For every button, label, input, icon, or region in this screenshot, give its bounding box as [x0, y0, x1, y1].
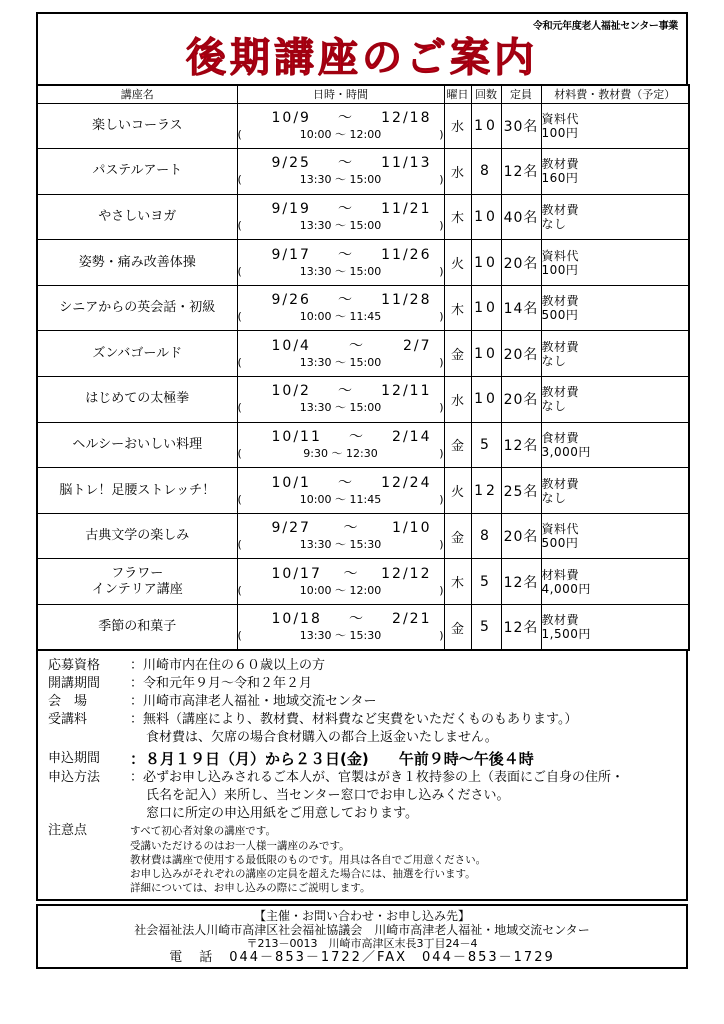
paren-open: ( [237, 173, 242, 187]
start-date: 10/11 [271, 428, 322, 445]
date-range [238, 337, 444, 355]
course-name-text: はじめての太極拳 [85, 391, 190, 407]
period-label: 開講期間 [48, 676, 101, 692]
date-range [238, 519, 444, 537]
course-fee [541, 194, 689, 240]
time-range [238, 492, 444, 508]
course-day: 金 [444, 513, 471, 559]
course-datetime [237, 377, 444, 423]
fee-value: ：無料（講座により、教材費、材料費など実費をいただくものもあります。） [130, 712, 578, 728]
fee-type: 食材費 [541, 430, 580, 445]
fee-amount: なし [541, 216, 567, 231]
fee-amount: 100円 [541, 125, 579, 140]
info-box [36, 651, 688, 901]
course-day: 水 [444, 103, 471, 149]
time-range [238, 446, 444, 462]
note-item: 教材費は講座で使用する最低限のものです。用具は各自でご用意ください。 [130, 854, 487, 867]
range-tilde: ～ [343, 520, 360, 537]
eligibility-label: 応募資格 [48, 658, 101, 674]
fee-amount: 160円 [541, 171, 579, 186]
paren-close: ) [439, 355, 444, 369]
time-value: 13:30 ～ 15:00 [299, 173, 382, 187]
notes-row [48, 823, 680, 839]
course-name [37, 331, 237, 377]
paren-close: ) [439, 264, 444, 278]
fee-label: 受講料 [48, 712, 88, 728]
time-value: 10:00 ～ 11:45 [299, 492, 382, 506]
fee-type: 資料代 [541, 111, 580, 126]
course-body [37, 103, 689, 650]
course-name [37, 513, 237, 559]
course-name [37, 468, 237, 514]
method-row [48, 769, 680, 787]
course-name-text: 脳トレ！足腰ストレッチ！ [59, 482, 216, 498]
paren-open: ( [237, 127, 242, 141]
course-capacity: 20名 [501, 513, 541, 559]
course-day: 水 [444, 377, 471, 423]
course-datetime [237, 285, 444, 331]
end-date: 2/21 [392, 611, 432, 628]
start-date: 9/19 [271, 200, 311, 217]
start-date: 9/17 [271, 246, 311, 263]
table-row [37, 194, 689, 240]
footer-phone: 電 話 044－853－1722／FAX 044－853－1729 [169, 950, 555, 966]
course-fee [541, 377, 689, 423]
paren-close: ) [439, 446, 444, 460]
paren-close: ) [439, 127, 444, 141]
course-day: 木 [444, 285, 471, 331]
course-day: 火 [444, 240, 471, 286]
date-range [238, 610, 444, 628]
fee-type: 教材費 [541, 157, 580, 172]
note-item: 詳細については、お申し込みの際にご説明します。 [130, 882, 371, 895]
course-name-text: シニアからの英会話・初級 [59, 300, 216, 316]
course-datetime [237, 605, 444, 651]
header-day: 曜日 [444, 85, 471, 103]
method-value-3: 窓口に所定の申込用紙をご用意しております。 [146, 806, 418, 822]
header-fee: 材料費・教材費（予定） [541, 85, 689, 103]
course-day: 水 [444, 149, 471, 195]
table-row [37, 605, 689, 651]
course-name-text: パステルアート [92, 163, 183, 179]
venue-row [48, 693, 680, 711]
course-fee [541, 513, 689, 559]
eligibility-row [48, 657, 680, 675]
course-day: 木 [444, 559, 471, 605]
course-table [36, 84, 690, 651]
course-capacity: 12名 [501, 422, 541, 468]
apply-row [48, 749, 680, 769]
fee-type: 教材費 [541, 385, 580, 400]
fee-amount: なし [541, 399, 567, 414]
course-name-text: ヘルシーおいしい料理 [72, 436, 203, 452]
paren-open: ( [237, 583, 242, 597]
end-date: 12/24 [381, 474, 432, 491]
paren-open: ( [237, 538, 242, 552]
fee-note: 食材費は、欠席の場合食材購入の都合上返金いたしません。 [146, 730, 498, 746]
start-date: 10/1 [271, 474, 311, 491]
note-item: お申し込みがそれぞれの講座の定員を超えた場合には、抽選を行います。 [130, 868, 476, 881]
paren-close: ) [439, 492, 444, 506]
range-tilde: ～ [338, 246, 355, 263]
period-row [48, 675, 680, 693]
range-tilde: ～ [348, 611, 365, 628]
apply-value: ：８月１９日（月）から２３日(金) 午前９時～午後４時 [130, 750, 534, 769]
course-name [37, 377, 237, 423]
paren-close: ) [439, 401, 444, 415]
course-capacity: 14名 [501, 285, 541, 331]
time-value: 10:00 ～ 11:45 [299, 310, 382, 324]
table-row [37, 331, 689, 377]
end-date: 12/12 [381, 565, 432, 582]
fee-amount: 500円 [541, 536, 579, 551]
time-range [238, 583, 444, 599]
course-fee [541, 559, 689, 605]
start-date: 10/18 [271, 611, 322, 628]
course-name-text: 古典文学の楽しみ [85, 528, 190, 544]
paren-open: ( [237, 401, 242, 415]
start-date: 9/25 [271, 155, 311, 172]
course-datetime [237, 103, 444, 149]
flyer-sheet [36, 12, 688, 969]
time-range [238, 355, 444, 371]
method-label: 申込方法 [48, 770, 101, 786]
paren-open: ( [237, 310, 242, 324]
start-date: 9/26 [271, 292, 311, 309]
course-day: 金 [444, 422, 471, 468]
end-date: 11/28 [381, 292, 432, 309]
end-date: 1/10 [392, 520, 432, 537]
apply-label: 申込期間 [48, 751, 101, 767]
fee-type: 教材費 [541, 202, 580, 217]
course-name-text: 季節の和菓子 [98, 619, 177, 635]
course-fee [541, 103, 689, 149]
fee-type: 資料代 [541, 248, 580, 263]
footer-address: 〒213－0013 川崎市高津区末長3丁目24－4 [246, 937, 478, 951]
date-range [238, 428, 444, 446]
footer-organizer: 社会福祉法人川崎市高津区社会福祉協議会 川崎市高津老人福祉・地域交流センター [134, 923, 590, 938]
course-name [37, 422, 237, 468]
notes-label: 注意点 [48, 823, 88, 839]
course-day: 金 [444, 331, 471, 377]
org-line: 令和元年度老人福祉センター事業 [532, 21, 678, 32]
paren-open: ( [237, 355, 242, 369]
course-datetime [237, 331, 444, 377]
date-range [238, 474, 444, 492]
end-date: 11/21 [381, 200, 432, 217]
start-date: 9/27 [271, 520, 311, 537]
course-sessions: 10 [471, 240, 501, 286]
venue-value: ：川崎市高津老人福祉・地域交流センター [130, 694, 377, 710]
time-value: 13:30 ～ 15:00 [299, 264, 382, 278]
table-row [37, 377, 689, 423]
course-name [37, 559, 237, 605]
paren-close: ) [439, 538, 444, 552]
fee-amount: なし [541, 490, 567, 505]
date-range [238, 565, 444, 583]
header-sessions: 回数 [471, 85, 501, 103]
time-value: 10:00 ～ 12:00 [299, 127, 382, 141]
note-item: 受講いただけるのはお一人様一講座のみです。 [130, 840, 350, 853]
end-date: 11/13 [381, 155, 432, 172]
course-fee [541, 285, 689, 331]
course-day: 火 [444, 468, 471, 514]
course-sessions: 10 [471, 331, 501, 377]
course-name-text: ズンバゴールド [92, 345, 183, 361]
course-fee [541, 605, 689, 651]
table-row [37, 149, 689, 195]
time-value: 13:30 ～ 15:30 [299, 538, 382, 552]
time-value: 13:30 ～ 15:00 [299, 401, 382, 415]
course-fee [541, 468, 689, 514]
end-date: 2/14 [392, 428, 432, 445]
course-capacity: 25名 [501, 468, 541, 514]
course-name [37, 194, 237, 240]
end-date: 2/7 [402, 337, 432, 354]
time-range [238, 172, 444, 188]
header-box [36, 12, 688, 84]
time-range [238, 537, 444, 553]
fee-type: 材料費 [541, 567, 580, 582]
table-row [37, 422, 689, 468]
time-range [238, 628, 444, 644]
course-name [37, 240, 237, 286]
course-fee [541, 331, 689, 377]
course-name-text: やさしいヨガ [98, 208, 177, 224]
time-value: 13:30 ～ 15:00 [299, 218, 382, 232]
course-day: 金 [444, 605, 471, 651]
course-sessions: 8 [471, 513, 501, 559]
course-capacity: 12名 [501, 559, 541, 605]
header-course-name: 講座名 [37, 85, 237, 103]
course-capacity: 20名 [501, 377, 541, 423]
paren-close: ) [439, 173, 444, 187]
paren-close: ) [439, 629, 444, 643]
table-row [37, 240, 689, 286]
range-tilde: ～ [338, 109, 355, 126]
date-range [238, 109, 444, 127]
end-date: 12/18 [381, 109, 432, 126]
course-datetime [237, 240, 444, 286]
paren-open: ( [237, 264, 242, 278]
method-value-2: 氏名を記入）来所し、当センター窓口でお申し込みください。 [146, 788, 510, 804]
fee-amount: 100円 [541, 262, 579, 277]
note-item: すべて初心者対象の講座です。 [130, 825, 276, 838]
course-capacity: 30名 [501, 103, 541, 149]
course-sessions: 5 [471, 422, 501, 468]
fee-type: 教材費 [541, 294, 580, 309]
start-date: 10/4 [271, 337, 311, 354]
course-sessions: 10 [471, 377, 501, 423]
date-range [238, 246, 444, 264]
time-value: 13:30 ～ 15:30 [299, 629, 382, 643]
paren-open: ( [237, 218, 242, 232]
course-sessions: 5 [471, 605, 501, 651]
course-sessions: 10 [471, 285, 501, 331]
end-date: 12/11 [381, 383, 432, 400]
fee-amount: 500円 [541, 308, 579, 323]
contact-footer [36, 904, 688, 969]
range-tilde: ～ [338, 383, 355, 400]
time-range [238, 400, 444, 416]
course-datetime [237, 513, 444, 559]
course-day: 木 [444, 194, 471, 240]
notes-list [48, 839, 680, 895]
fee-amount: 3,000円 [541, 444, 591, 459]
range-tilde: ～ [338, 200, 355, 217]
course-capacity: 20名 [501, 240, 541, 286]
eligibility-value: ：川崎市内在住の６０歳以上の方 [130, 658, 326, 674]
fee-row [48, 711, 680, 729]
course-capacity: 12名 [501, 605, 541, 651]
table-row [37, 103, 689, 149]
header-datetime: 日時・時間 [237, 85, 444, 103]
table-row [37, 285, 689, 331]
course-fee [541, 422, 689, 468]
table-row [37, 513, 689, 559]
range-tilde: ～ [348, 428, 365, 445]
course-name-text: フラワー インテリア講座 [91, 565, 183, 597]
course-name-text: 姿勢・痛み改善体操 [78, 254, 196, 270]
fee-amount: 4,000円 [541, 581, 591, 596]
venue-label: 会 場 [48, 694, 88, 710]
fee-type: 教材費 [541, 613, 580, 628]
range-tilde: ～ [338, 474, 355, 491]
course-capacity: 12名 [501, 149, 541, 195]
paren-open: ( [237, 446, 242, 460]
fee-amount: 1,500円 [541, 627, 591, 642]
range-tilde: ～ [338, 155, 355, 172]
range-tilde: ～ [338, 292, 355, 309]
paren-open: ( [237, 492, 242, 506]
course-capacity: 40名 [501, 194, 541, 240]
course-name-text: 楽しいコーラス [91, 117, 183, 133]
course-sessions: 8 [471, 149, 501, 195]
paren-open: ( [237, 629, 242, 643]
course-datetime [237, 468, 444, 514]
course-fee [541, 149, 689, 195]
time-range [238, 127, 444, 143]
footer-heading: 【主催・お問い合わせ・お申し込み先】 [253, 909, 470, 924]
paren-close: ) [439, 218, 444, 232]
time-range [238, 218, 444, 234]
period-value: ：令和元年９月～令和２年２月 [130, 676, 313, 692]
course-name [37, 149, 237, 195]
time-value: 13:30 ～ 15:00 [299, 355, 382, 369]
course-name [37, 285, 237, 331]
start-date: 10/17 [271, 565, 322, 582]
date-range [238, 200, 444, 218]
course-datetime [237, 149, 444, 195]
course-fee [541, 240, 689, 286]
course-datetime [237, 194, 444, 240]
page-title: 後期講座のご案内 [186, 35, 538, 81]
end-date: 11/26 [381, 246, 432, 263]
time-value: 9:30 ～ 12:30 [303, 446, 378, 460]
course-sessions: 12 [471, 468, 501, 514]
range-tilde: ～ [348, 337, 365, 354]
table-row [37, 468, 689, 514]
paren-close: ) [439, 583, 444, 597]
start-date: 10/9 [271, 109, 311, 126]
course-sessions: 10 [471, 194, 501, 240]
course-sessions: 5 [471, 559, 501, 605]
method-value-1: ：必ずお申し込みされるご本人が、官製はがき１枚持参の上（表面にご自身の住所・ [130, 770, 625, 786]
paren-close: ) [439, 310, 444, 324]
fee-amount: なし [541, 353, 567, 368]
start-date: 10/2 [271, 383, 311, 400]
table-header-row [37, 85, 689, 103]
fee-type: 資料代 [541, 522, 580, 537]
fee-type: 教材費 [541, 476, 580, 491]
table-row [37, 559, 689, 605]
header-capacity: 定員 [501, 85, 541, 103]
fee-type: 教材費 [541, 339, 580, 354]
course-sessions: 10 [471, 103, 501, 149]
date-range [238, 154, 444, 172]
time-range [238, 264, 444, 280]
course-datetime [237, 422, 444, 468]
time-range [238, 309, 444, 325]
course-capacity: 20名 [501, 331, 541, 377]
date-range [238, 291, 444, 309]
course-datetime [237, 559, 444, 605]
course-name [37, 103, 237, 149]
range-tilde: ～ [343, 565, 360, 582]
date-range [238, 382, 444, 400]
time-value: 10:00 ～ 12:00 [299, 583, 382, 597]
course-name [37, 605, 237, 651]
